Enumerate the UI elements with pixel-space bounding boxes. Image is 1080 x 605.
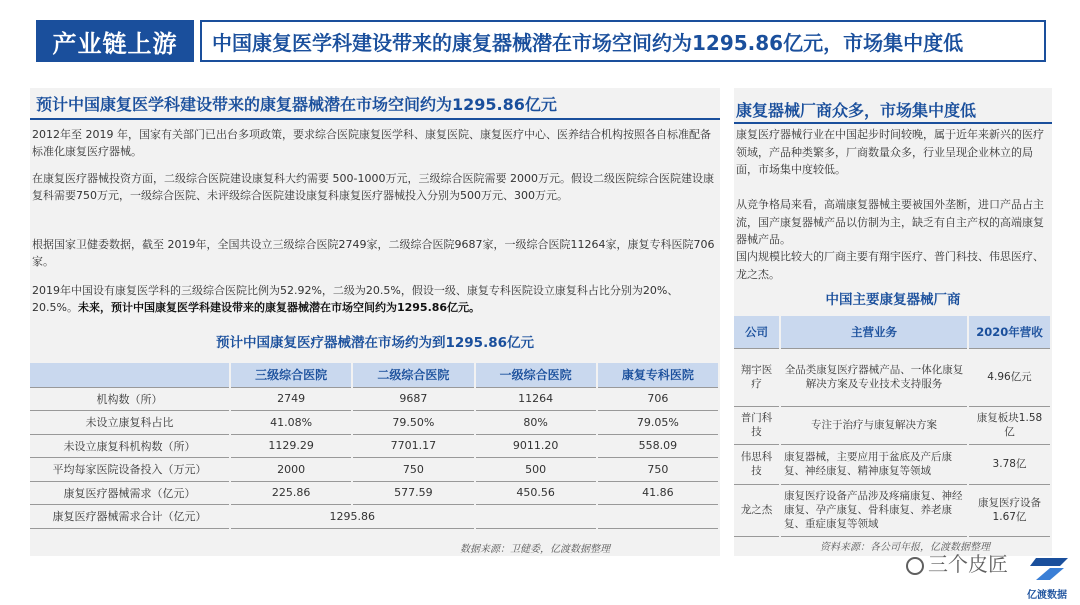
table-cell: 7701.17 (352, 434, 474, 458)
company-name: 伟思科技 (734, 444, 780, 484)
company-revenue: 4.96亿元 (968, 348, 1051, 406)
left-paragraph-2: 在康复医疗器械投资方面，二级综合医院建设康复科大约需要 500-1000万元，三级综合医院需要 2000万元。假设二级医院综合医院建设康复科需要750万元，一级综合医院、未评级综合医院建设康复科康复医疗器械投入分别为500万元、300万元。 (32, 172, 714, 202)
table-cell: 750 (352, 458, 474, 482)
vendor-table-header: 主营业务 (780, 316, 968, 348)
left-paragraph-4-conclusion: 未来，预计中国康复医学科建设带来的康复器械潜在市场空间约为1295.86亿元。 (77, 301, 481, 314)
table-cell: 11264 (475, 387, 597, 411)
table-cell: 2000 (230, 458, 352, 482)
market-table-header: 康复专科医院 (597, 363, 719, 387)
table-cell-empty (475, 505, 597, 529)
market-table-header: 二级综合医院 (352, 363, 474, 387)
table-cell: 80% (475, 411, 597, 435)
table-row (734, 406, 1051, 444)
vendor-table-header-row (734, 316, 1051, 348)
table-cell: 41.86 (597, 481, 719, 505)
table-cell: 79.50% (352, 411, 474, 435)
table-cell: 750 (597, 458, 719, 482)
market-table-header: 一级综合医院 (475, 363, 597, 387)
total-value: 1295.86 (230, 505, 475, 529)
watermark-text: 三个皮匠 (928, 552, 1008, 576)
table-row (30, 481, 719, 505)
table-row (734, 484, 1051, 536)
right-divider (734, 122, 1052, 124)
total-label: 康复医疗器械需求合计（亿元） (30, 505, 230, 529)
table-cell: 1129.29 (230, 434, 352, 458)
table-row (734, 348, 1051, 406)
right-source-note: 资料来源：各公司年报，亿渡数据整理 (820, 542, 990, 553)
company-business: 康复器械，主要应用于盆底及产后康复、神经康复、精神康复等领域 (780, 444, 968, 484)
row-label: 康复医疗器械需求（亿元） (30, 481, 230, 505)
right-paragraph-2: 从竞争格局来看，高端康复器械主要被国外垄断，进口产品占主流，国产康复器械产品以仿制为主，缺乏有自主产权的高端康复器械产品。 (736, 198, 1044, 246)
company-business: 专注于治疗与康复解决方案 (780, 406, 968, 444)
left-paragraph-3: 根据国家卫健委数据，截至 2019年，全国共设立三级综合医院2749家，二级综合医院9687家，一级综合医院11264家，康复专科医院706家。 (32, 238, 715, 268)
market-table (30, 363, 720, 529)
market-table-header-blank (30, 363, 230, 387)
company-revenue: 康复板块1.58亿 (968, 406, 1051, 444)
market-table-header: 三级综合医院 (230, 363, 352, 387)
row-label: 未设立康复科机构数（所） (30, 434, 230, 458)
table-cell: 500 (475, 458, 597, 482)
table-row (734, 444, 1051, 484)
table-row (30, 411, 719, 435)
table-cell: 9687 (352, 387, 474, 411)
vendor-table-title: 中国主要康复器械厂商 (825, 292, 961, 308)
right-panel (734, 88, 1052, 556)
wechat-icon (906, 557, 924, 575)
row-label: 未设立康复科占比 (30, 411, 230, 435)
table-row (30, 434, 719, 458)
vendor-table (734, 316, 1052, 537)
row-label: 平均每家医院设备投入（万元） (30, 458, 230, 482)
company-name: 龙之杰 (734, 484, 780, 536)
company-revenue: 康复医疗设备1.67亿 (968, 484, 1051, 536)
brand-logo (1018, 556, 1074, 602)
table-cell: 450.56 (475, 481, 597, 505)
left-paragraph-1: 2012年至 2019 年，国家有关部门已出台多项政策，要求综合医院康复医学科、康复医院、康复医疗中心、医养结合机构按照各自标准配备标准化康复医疗器械。 (32, 128, 711, 158)
company-business: 全品类康复医疗器械产品、一体化康复解决方案及专业技术支持服务 (780, 348, 968, 406)
left-divider (30, 118, 720, 120)
row-label: 机构数（所） (30, 387, 230, 411)
table-total-row (30, 505, 719, 529)
company-name: 翔宇医疗 (734, 348, 780, 406)
table-row (30, 387, 719, 411)
section-tag: 产业链上游 (36, 20, 194, 62)
left-source-note: 数据来源：卫健委，亿渡数据整理 (460, 544, 610, 555)
market-table-title: 预计中国康复医疗器械潜在市场约为到1295.86亿元 (216, 335, 534, 351)
right-paragraph-1: 康复医疗器械行业在中国起步时间较晚，属于近年来新兴的医疗领域，产品种类繁多，厂商数量众多，行业呈现企业林立的局面，市场集中度较低。 (736, 128, 1044, 176)
table-cell: 79.05% (597, 411, 719, 435)
company-name: 普门科技 (734, 406, 780, 444)
table-cell: 9011.20 (475, 434, 597, 458)
table-cell: 2749 (230, 387, 352, 411)
left-paragraph-4 (32, 282, 718, 316)
company-business: 康复医疗设备产品涉及疼痛康复、神经康复、孕产康复、骨科康复、养老康复、重症康复等领域 (780, 484, 968, 536)
right-section-title: 康复器械厂商众多，市场集中度低 (736, 101, 977, 120)
page-title: 中国康复医学科建设带来的康复器械潜在市场空间约为1295.86亿元，市场集中度低 (200, 20, 1046, 62)
table-row (30, 458, 719, 482)
table-cell: 41.08% (230, 411, 352, 435)
vendor-table-header: 公司 (734, 316, 780, 348)
table-cell-empty (597, 505, 719, 529)
logo-text: 亿渡数据 (1027, 590, 1067, 601)
page-header (0, 0, 1080, 74)
watermark (906, 548, 1008, 577)
left-panel (30, 88, 720, 556)
vendor-table-header: 2020年营收 (968, 316, 1051, 348)
company-revenue: 3.78亿 (968, 444, 1051, 484)
table-cell: 577.59 (352, 481, 474, 505)
market-table-header-row (30, 363, 719, 387)
table-cell: 225.86 (230, 481, 352, 505)
logo-mark-icon (1030, 556, 1070, 582)
right-paragraph-3: 国内规模比较大的厂商主要有翔宇医疗、普门科技、伟思医疗、龙之杰。 (736, 250, 1044, 281)
left-paragraph-4-text: 2019年中国设有康复医学科的三级综合医院比例为52.92%，二级为20.5%，假设一级、康复专科医院设立康复科占比分别为20%、20.5%。 (32, 284, 679, 314)
left-section-title: 预计中国康复医学科建设带来的康复器械潜在市场空间约为1295.86亿元 (36, 95, 557, 114)
table-cell: 558.09 (597, 434, 719, 458)
table-cell: 706 (597, 387, 719, 411)
